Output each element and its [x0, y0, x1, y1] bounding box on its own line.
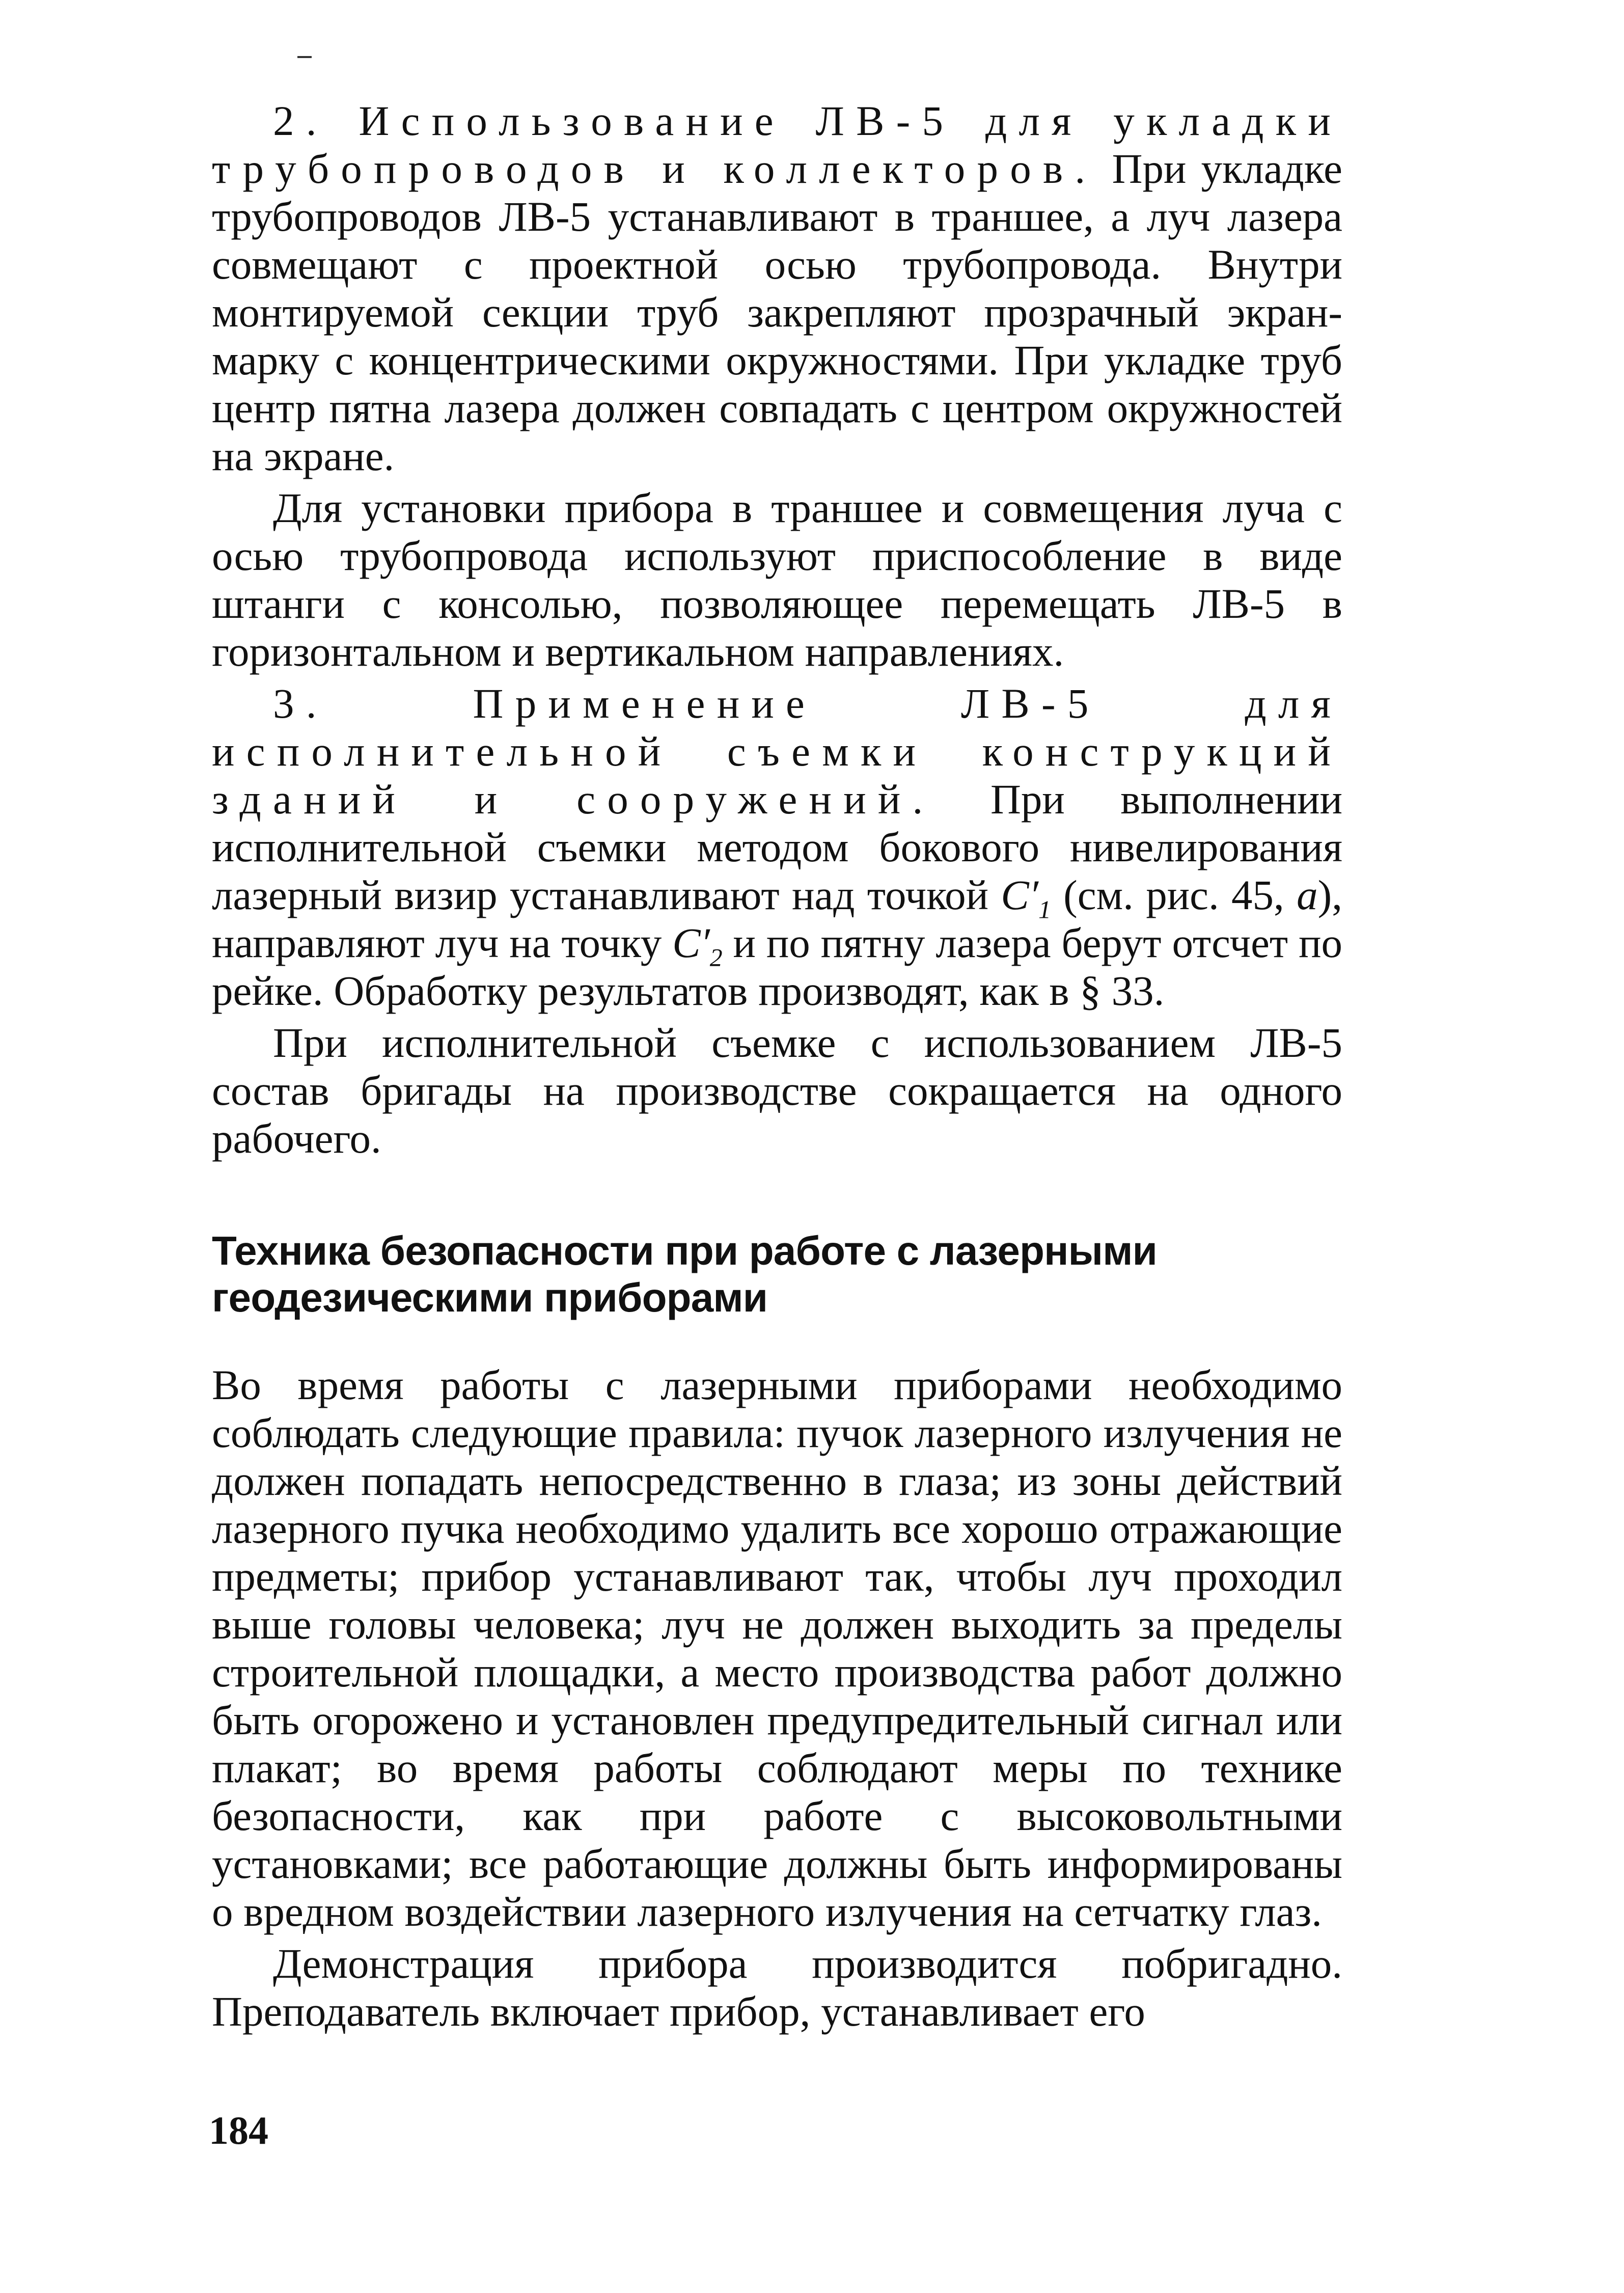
point-c2: $C'_2$: [672, 919, 723, 972]
paragraph-section-2: [212, 97, 1342, 480]
paragraph-demonstration: Демонстрация прибора производится побригадно. Преподаватель включает прибор, устанавливает его: [212, 1940, 1342, 2035]
section-2-body: При укладке трубопроводов ЛВ-5 устанавливают в траншее, а луч лазера совмещают с проектной осью трубопровода. Внутри монтируемой секции труб закрепляют прозрачный экран-марку с концентрическими окружностями. При укладке труб центр пятна лазера должен совпадать с центром окружностей на экране.: [212, 145, 1342, 479]
paragraph-install: Для установки прибора в траншее и совмещения луча с осью трубопровода используют приспособление в виде штанги с консолью, позволяющее перемещать ЛВ-5 в горизонтальном и вертикальном направлениях.: [212, 484, 1342, 675]
section-3-body-part2: (см. рис. 45,: [1051, 871, 1297, 918]
section-heading-safety: Техника безопасности при работе с лазерными геодезическими приборами: [212, 1228, 1157, 1320]
section-3-body-part3: ), направляют луч на точку: [212, 871, 1343, 966]
paragraph-section-3: [212, 679, 1342, 1015]
point-c1: $C'_1$: [1001, 871, 1051, 924]
page-body: [212, 97, 1342, 2035]
section-3-body-part4: и по пятну лазера берут отсчет по рейке. Обработку результатов производят, как в § 33.: [212, 919, 1343, 1014]
figure-letter: а: [1297, 871, 1318, 918]
scan-artifact-mark: [297, 56, 312, 58]
section-2-lead: 2. Использование ЛВ-5 для укладки трубопроводов и коллекторов.: [212, 97, 1342, 192]
section-3-lead: 3. Применение ЛВ-5 для исполнительной съемки конструкций зданий и сооружений.: [212, 680, 1342, 823]
paragraph-crew: При исполнительной съемке с использованием ЛВ-5 состав бригады на производстве сокращается на одного рабочего.: [212, 1019, 1342, 1162]
section-3-body-part1: При выполнении исполнительной съемки методом бокового нивелирования лазерный визир устанавливают над точкой: [212, 776, 1342, 918]
paragraph-safety-rules: Во время работы с лазерными приборами необходимо соблюдать следующие правила: пучок лазерного излучения не должен попадать непосредственно в глаза; из зоны действий лазерного пучка необходимо удалить все хорошо отражающие предметы; прибор устанавливают так, чтобы луч проходил выше головы человека; луч не должен выходить за пределы строительной площадки, а место производства работ должно быть огорожено и установлен предупредительный сигнал или плакат; во время работы соблюдают меры по технике безопасности, как при работе с высоковольтными установками; все работающие должны быть информированы о вредном воздействии лазерного излучения на сетчатку глаз.: [212, 1361, 1342, 1935]
page-number: 184: [209, 2108, 268, 2152]
